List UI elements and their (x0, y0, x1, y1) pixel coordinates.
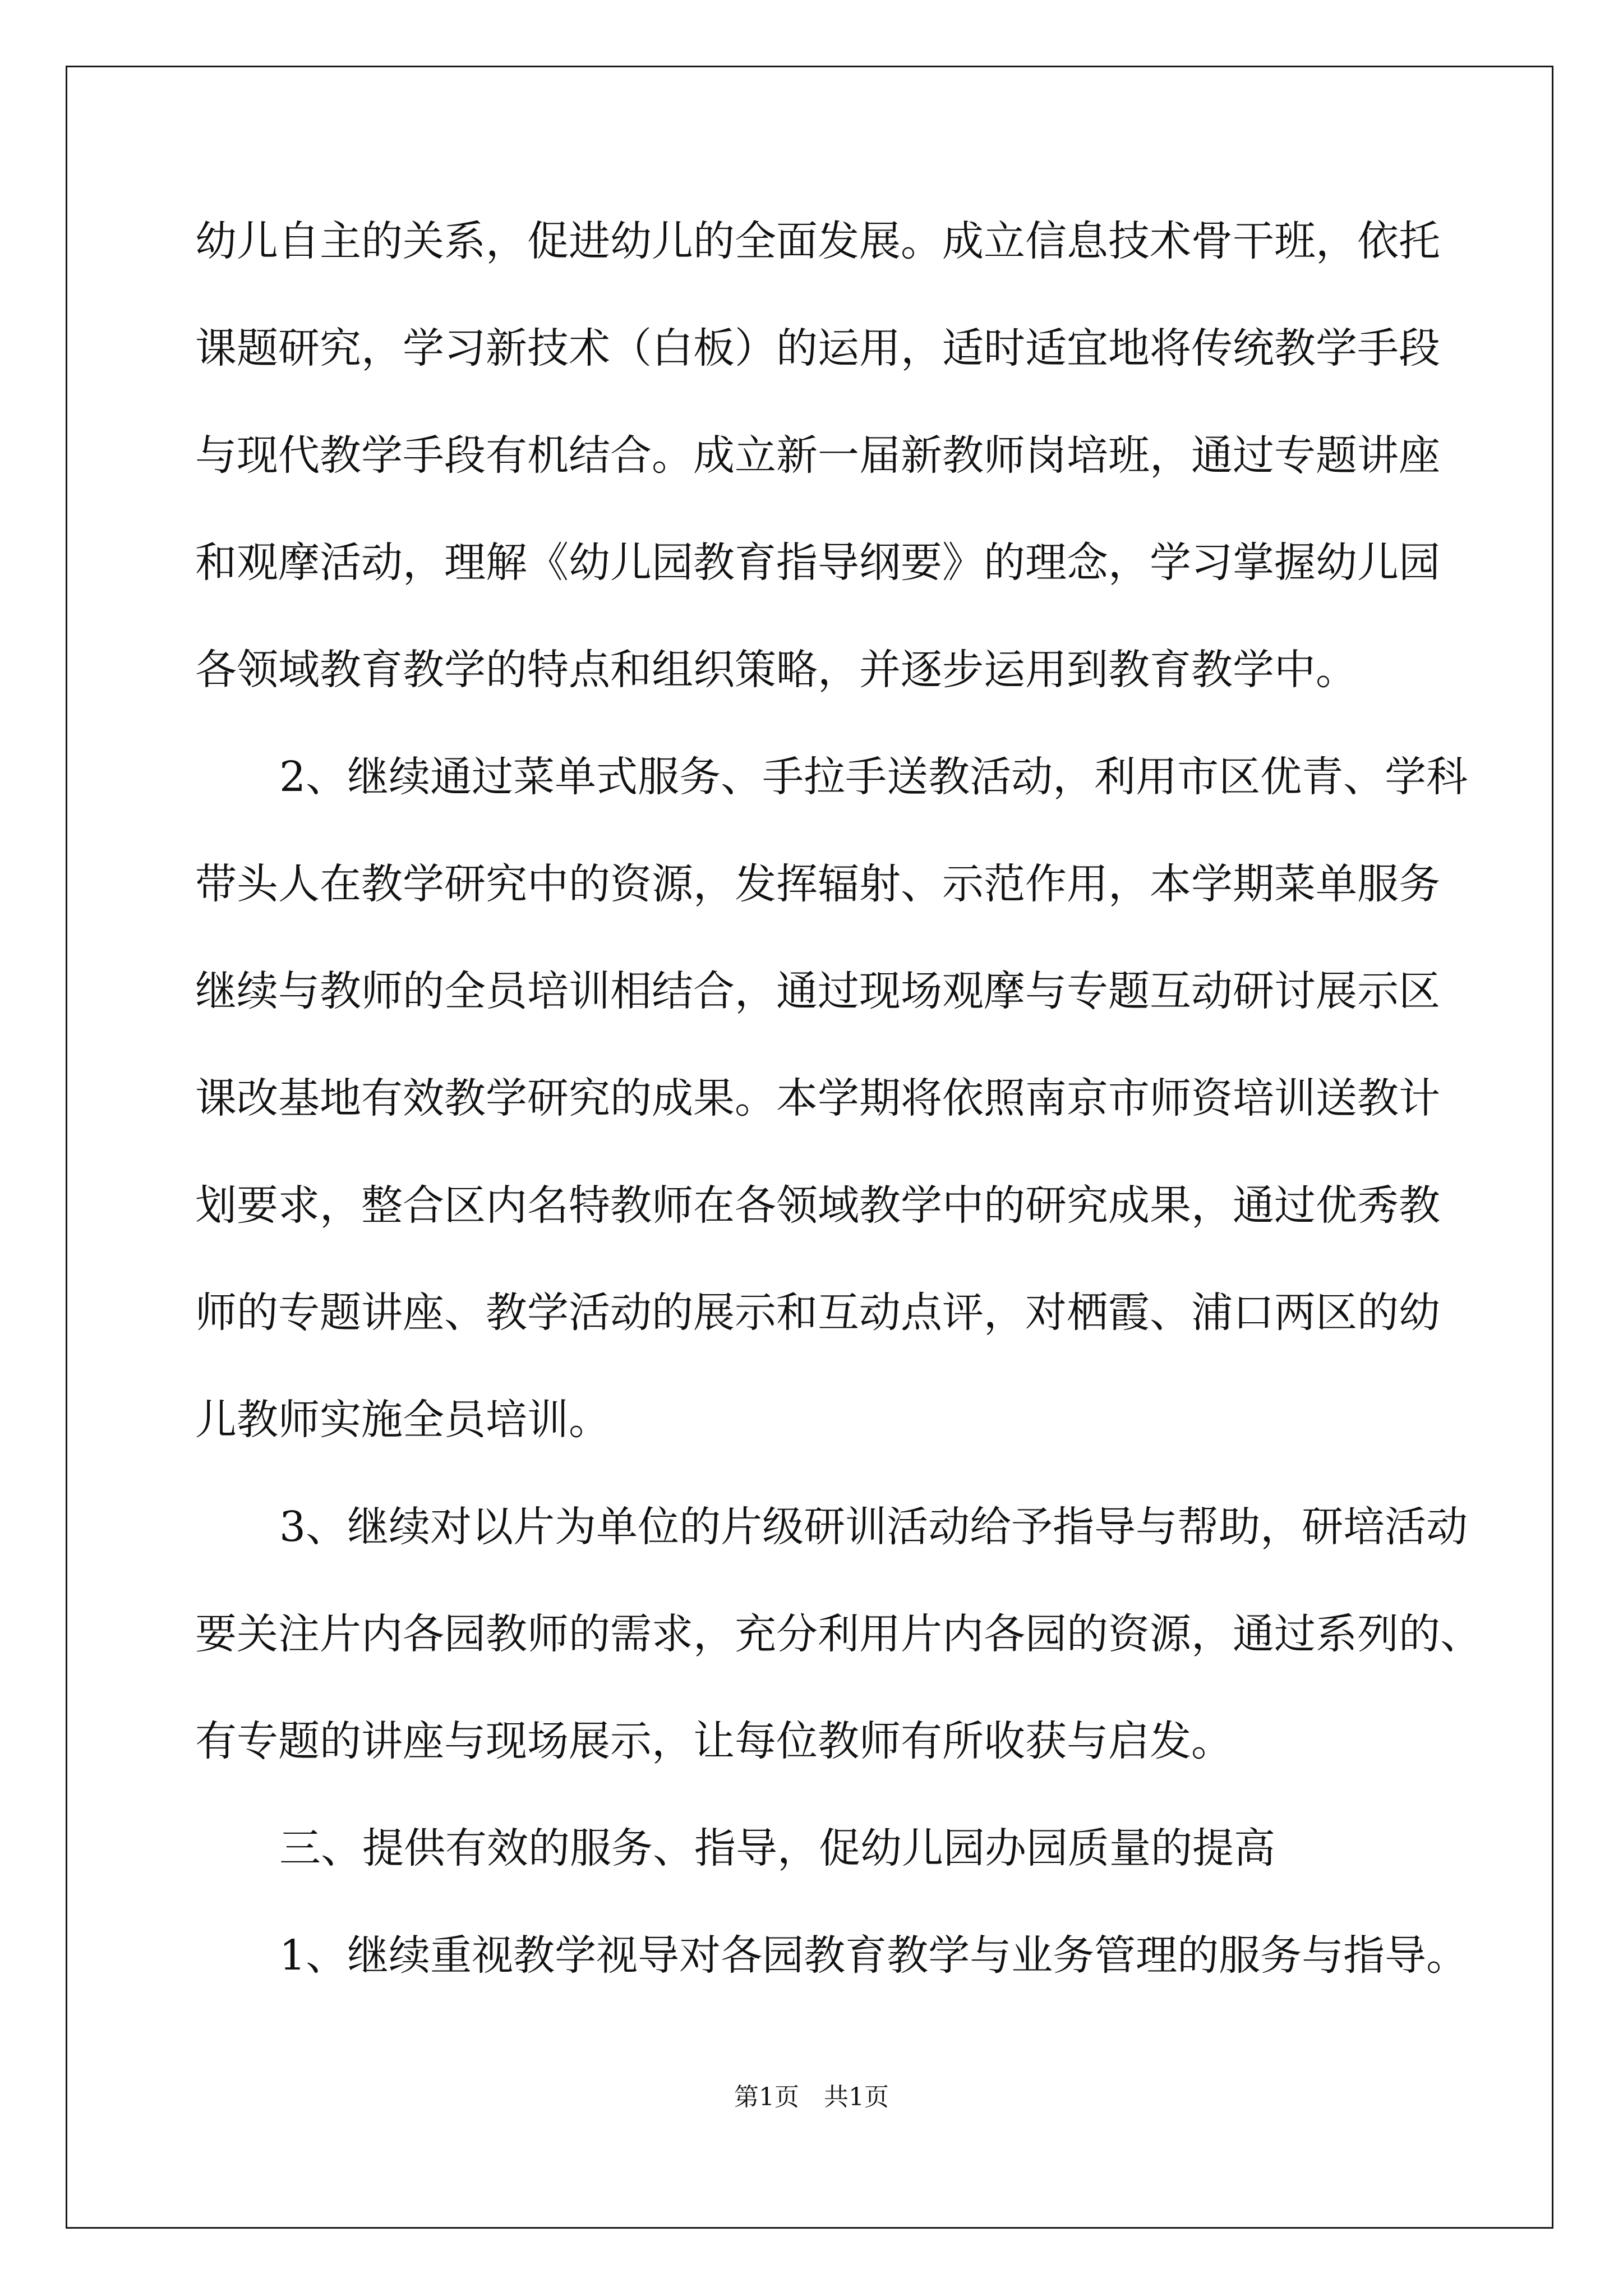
text-line: 师的专题讲座、教学活动的展示和互动点评，对栖霞、浦口两区的幼 (195, 1289, 1440, 1337)
text-line: 继续与教师的全员培训相结合，通过现场观摩与专题互动研讨展示区 (195, 967, 1440, 1015)
paragraph-start-2: 2、继续通过菜单式服务、手拉手送教活动，利用市区优青、学科 (279, 753, 1468, 801)
text-line: 课改基地有效教学研究的成果。本学期将依照南京市师资培训送教计 (195, 1074, 1440, 1122)
text-line: 带头人在教学研究中的资源，发挥辐射、示范作用，本学期菜单服务 (195, 860, 1440, 908)
text-line: 课题研究，学习新技术（白板）的运用，适时适宜地将传统教学手段 (195, 324, 1440, 372)
text-line: 各领域教育教学的特点和组织策略，并逐步运用到教育教学中。 (195, 646, 1357, 694)
text-line: 和观摩活动，理解《幼儿园教育指导纲要》的理念，学习掌握幼儿园 (195, 539, 1440, 587)
page-footer: 第1页 共1页 (734, 2083, 889, 2111)
section-heading: 三、提供有效的服务、指导，促幼儿园办园质量的提高 (279, 1824, 1275, 1872)
text-line: 有专题的讲座与现场展示，让每位教师有所收获与启发。 (195, 1717, 1233, 1765)
paragraph-start-3: 3、继续对以片为单位的片级研训活动给予指导与帮助，研培活动 (279, 1503, 1468, 1551)
paragraph-start-1: 1、继续重视教学视导对各园教育教学与业务管理的服务与指导。 (279, 1931, 1468, 1980)
text-line: 划要求，整合区内名特教师在各领域教学中的研究成果，通过优秀教 (195, 1181, 1440, 1230)
text-line: 儿教师实施全员培训。 (195, 1396, 610, 1444)
text-line: 要关注片内各园教师的需求，充分利用片内各园的资源，通过系列的、 (195, 1610, 1482, 1658)
text-line: 与现代教学手段有机结合。成立新一届新教师岗培班，通过专题讲座 (195, 431, 1440, 480)
document-body (195, 213, 1482, 2035)
text-line: 幼儿自主的关系，促进幼儿的全面发展。成立信息技术骨干班，依托 (195, 217, 1440, 265)
